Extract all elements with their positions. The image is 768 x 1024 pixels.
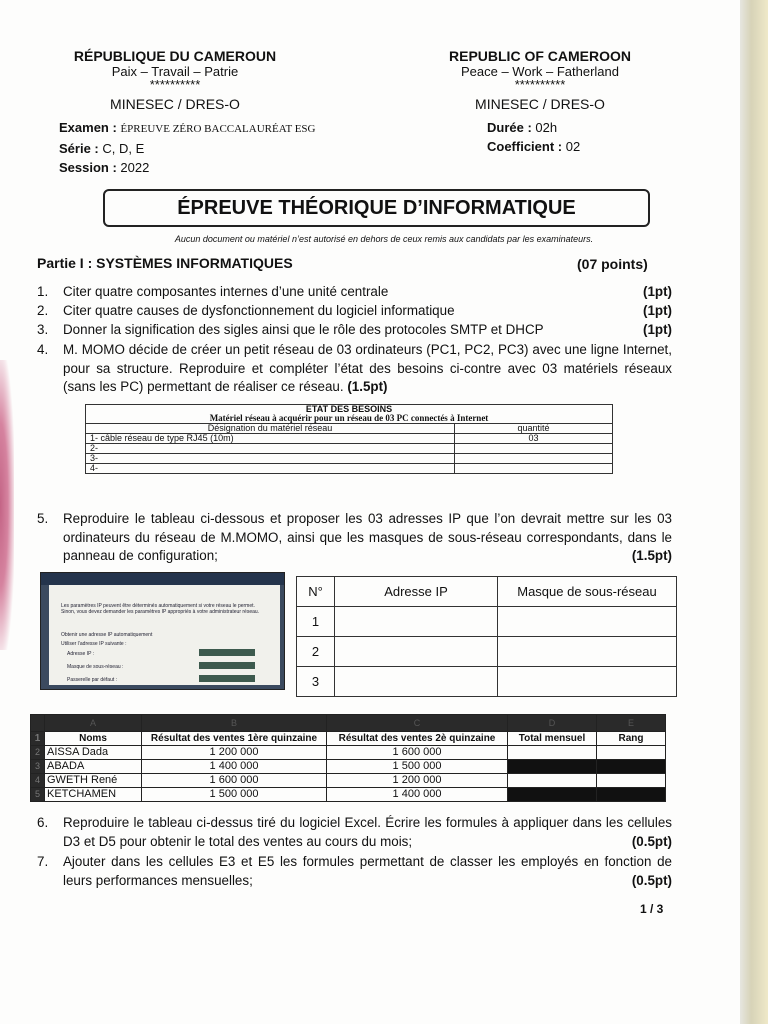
- besoins-qty: [455, 454, 613, 464]
- question-points: (0.5pt): [631, 872, 672, 888]
- question-number: 7.: [37, 854, 49, 869]
- rank-cell: [597, 760, 666, 774]
- table-row: [86, 434, 613, 444]
- excel-header-q2: Résultat des ventes 2è quinzaine: [327, 732, 508, 746]
- option-auto-ip: Obtenir une adresse IP automatiquement: [61, 632, 153, 638]
- ip-settings-screenshot: [40, 572, 285, 690]
- table-row: [86, 464, 613, 474]
- rank-cell: [597, 788, 666, 802]
- table-row: [297, 637, 677, 667]
- duree-label: Durée :: [487, 120, 532, 135]
- question-points: (1.5pt): [347, 379, 388, 394]
- question-points: (1.5pt): [631, 548, 672, 563]
- col-letter: E: [597, 715, 666, 732]
- ink-stain: [0, 360, 14, 650]
- besoins-subtitle: Matériel réseau à acquérir pour un réseau de 03 PC connectés à Internet: [86, 414, 613, 424]
- exam-title: ÉPREUVE THÉORIQUE D’INFORMATIQUE: [103, 189, 650, 227]
- question-number: 4.: [37, 342, 49, 357]
- corner-cell: [31, 715, 45, 732]
- question-3: [37, 321, 672, 340]
- question-7: [37, 853, 672, 890]
- ministry-left: MINESEC / DRES-O: [110, 96, 240, 112]
- table-row: [86, 454, 613, 464]
- table-row: [297, 607, 677, 637]
- col-letter: C: [327, 715, 508, 732]
- ip-row-num: 2: [297, 637, 335, 667]
- question-4: [37, 341, 672, 397]
- col-letter: B: [142, 715, 327, 732]
- total-cell: [508, 774, 597, 788]
- field-gateway-label: Passerelle par défaut :: [67, 677, 118, 683]
- row-number: 3: [31, 760, 45, 774]
- col-letter: D: [508, 715, 597, 732]
- besoins-qty: 03: [455, 434, 613, 444]
- excel-header-q1: Résultat des ventes 1ère quinzaine: [142, 732, 327, 746]
- question-text: Citer quatre causes de dysfonctionnement du logiciel informatique: [63, 303, 455, 318]
- question-number: 1.: [37, 284, 49, 299]
- col-letter: A: [45, 715, 142, 732]
- rank-cell: [597, 774, 666, 788]
- table-row: [31, 746, 666, 760]
- field-gateway-input: [199, 675, 255, 682]
- employee-name: KETCHAMEN: [45, 788, 142, 802]
- total-cell: [508, 760, 597, 774]
- sales-q2: 1 200 000: [327, 774, 508, 788]
- part1-points: (07 points): [577, 256, 648, 272]
- motto-en: Peace – Work – Fatherland: [460, 64, 619, 79]
- question-text: Reproduire le tableau ci-dessous et proposer les 03 adresses IP que l’on devrait mettre sur les 03 ordinateurs du réseau de M.MOMO, ainsi que les masques de sous-réseau correspondants, dans le panneau de configuration;: [63, 511, 672, 563]
- question-text: Donner la signification des sigles ainsi que le rôle des protocoles SMTP et DHCP: [63, 322, 544, 337]
- sales-q1: 1 600 000: [142, 774, 327, 788]
- employee-name: AISSA Dada: [45, 746, 142, 760]
- sales-q2: 1 600 000: [327, 746, 508, 760]
- field-mask-label: Masque de sous-réseau :: [67, 664, 124, 670]
- field-mask-input: [199, 662, 255, 669]
- question-1: [37, 283, 672, 302]
- question-6: [37, 814, 672, 851]
- table-row: [31, 760, 666, 774]
- table-row: [86, 444, 613, 454]
- question-number: 6.: [37, 815, 49, 830]
- settings-description: Les paramètres IP peuvent être déterminés automatiquement si votre réseau le permet. Sinon, vous devez demander les paramètres IP appropriés à votre administrateur réseau.: [61, 603, 260, 615]
- besoins-item: 3-: [86, 454, 455, 464]
- question-text: Citer quatre composantes internes d’une unité centrale: [63, 284, 389, 299]
- coef-value: 02: [565, 139, 581, 154]
- sales-q1: 1 500 000: [142, 788, 327, 802]
- question-number: 3.: [37, 322, 49, 337]
- besoins-col-designation: Désignation du matériel réseau: [86, 424, 455, 434]
- row-number: 2: [31, 746, 45, 760]
- besoins-table: [85, 404, 613, 474]
- page-number: 1 / 3: [640, 902, 664, 916]
- besoins-col-quantite: quantité: [455, 424, 613, 434]
- sales-q1: 1 400 000: [142, 760, 327, 774]
- ip-table: [296, 576, 677, 697]
- besoins-item: 2-: [86, 444, 455, 454]
- excel-sheet: [30, 714, 666, 802]
- employee-name: GWETH René: [45, 774, 142, 788]
- header-right: [420, 48, 660, 112]
- examen-label: Examen :: [59, 120, 117, 135]
- header-left: [55, 48, 295, 112]
- sales-q2: 1 400 000: [327, 788, 508, 802]
- besoins-qty: [455, 444, 613, 454]
- ip-col-mask: Masque de sous-réseau: [498, 577, 677, 607]
- ip-col-address: Adresse IP: [335, 577, 498, 607]
- part1-title: Partie I : SYSTÈMES INFORMATIQUES: [37, 255, 293, 271]
- sales-q2: 1 500 000: [327, 760, 508, 774]
- row-number: 5: [31, 788, 45, 802]
- question-text: M. MOMO décide de créer un petit réseau de 03 ordinateurs (PC1, PC2, PC3) avec une ligne Internet, pour sa structure. Reproduire et compléter l’état des besoins ci-contre avec 03 matériels réseaux (sans les PC) permettant de réaliser ce réseau.: [63, 342, 672, 394]
- besoins-item: 4-: [86, 464, 455, 474]
- ip-row-num: 1: [297, 607, 335, 637]
- stars-left: **********: [149, 77, 201, 92]
- ip-col-num: N°: [297, 577, 335, 607]
- country-en: REPUBLIC OF CAMEROON: [449, 48, 631, 64]
- field-ip-input: [199, 649, 255, 656]
- total-cell: [508, 788, 597, 802]
- table-row: [297, 667, 677, 697]
- notice-text: Aucun document ou matériel n’est autorisé en dehors de ceux remis aux candidats par les examinateurs.: [174, 234, 594, 244]
- table-row: [31, 774, 666, 788]
- besoins-item: 1- câble réseau de type RJ45 (10m): [86, 434, 455, 444]
- coef-label: Coefficient :: [487, 139, 563, 154]
- question-text: Reproduire le tableau ci-dessus tiré du logiciel Excel. Écrire les formules à appliquer dans les cellules D3 et D5 pour obtenir le total des ventes au cours du mois;: [63, 815, 672, 849]
- question-number: 2.: [37, 303, 49, 318]
- duree-value: 02h: [535, 120, 558, 135]
- option-manual-ip: Utiliser l’adresse IP suivante :: [61, 641, 127, 647]
- excel-header-rang: Rang: [597, 732, 666, 746]
- serie-label: Série :: [59, 141, 99, 156]
- excel-header-noms: Noms: [45, 732, 142, 746]
- motto-fr: Paix – Travail – Patrie: [111, 64, 239, 79]
- besoins-title: ETAT DES BESOINS: [86, 405, 613, 415]
- row-number: 4: [31, 774, 45, 788]
- stars-right: **********: [514, 77, 566, 92]
- window-body: [49, 585, 280, 685]
- exam-meta-right: [487, 118, 687, 156]
- rank-cell: [597, 746, 666, 760]
- question-points: (1pt): [642, 303, 672, 318]
- question-2: [37, 302, 672, 321]
- question-points: (0.5pt): [631, 833, 672, 849]
- total-cell: [508, 746, 597, 760]
- exam-meta-left: [59, 118, 389, 177]
- row-number: 1: [31, 732, 45, 746]
- excel-header-total: Total mensuel: [508, 732, 597, 746]
- sales-q1: 1 200 000: [142, 746, 327, 760]
- question-points: (1pt): [642, 284, 672, 299]
- question-5: [37, 510, 672, 566]
- session-value: 2022: [120, 160, 150, 175]
- field-ip-label: Adresse IP :: [67, 651, 95, 657]
- table-row: [31, 788, 666, 802]
- ip-row-num: 3: [297, 667, 335, 697]
- examen-value: ÉPREUVE ZÉRO BACCALAURÉAT ESG: [120, 123, 316, 135]
- session-label: Session :: [59, 160, 117, 175]
- serie-value: C, D, E: [102, 141, 145, 156]
- question-points: (1pt): [642, 322, 672, 337]
- question-text: Ajouter dans les cellules E3 et E5 les formules permettant de classer les employés en fonction de leurs performances mensuelles;: [63, 854, 672, 888]
- besoins-qty: [455, 464, 613, 474]
- employee-name: ABADA: [45, 760, 142, 774]
- country-fr: RÉPUBLIQUE DU CAMEROUN: [73, 48, 277, 64]
- ministry-right: MINESEC / DRES-O: [475, 96, 605, 112]
- question-number: 5.: [37, 511, 49, 526]
- page-edge-shadow: [740, 0, 768, 1024]
- window-titlebar: [41, 573, 284, 585]
